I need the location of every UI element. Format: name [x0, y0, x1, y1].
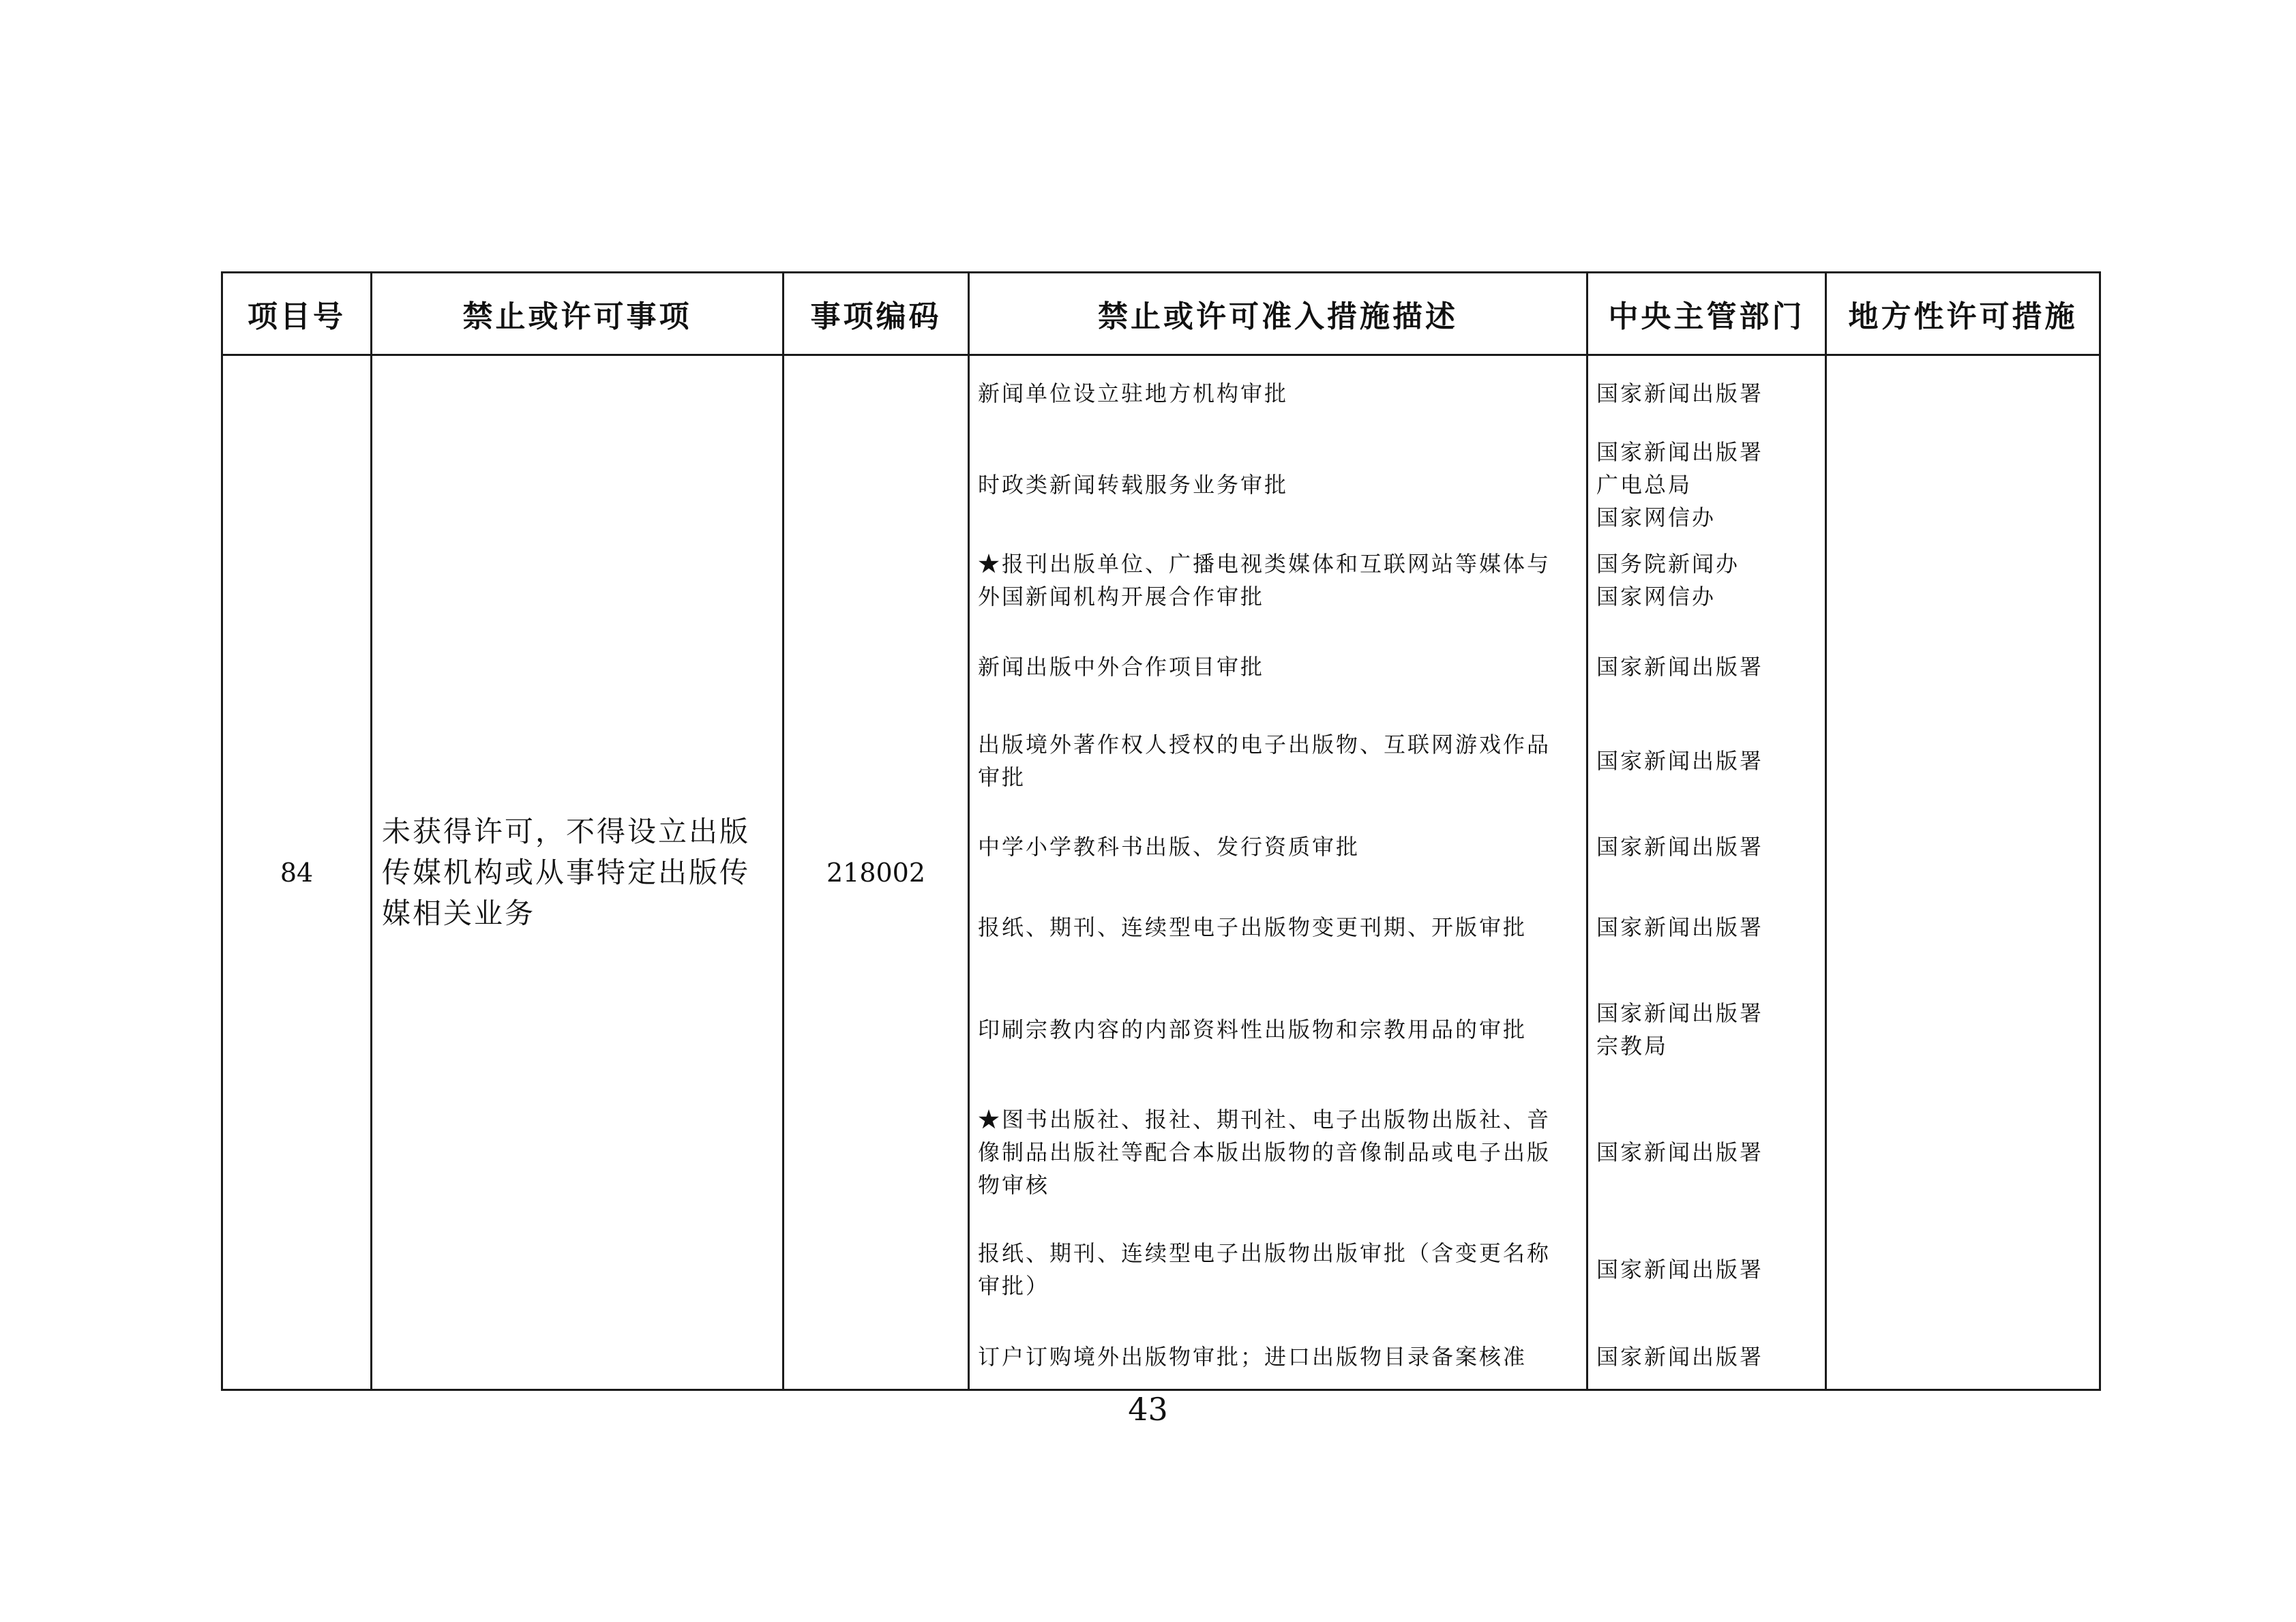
- central-department: [1588, 539, 1825, 622]
- department-name: 国家网信办: [1596, 584, 1716, 610]
- department-name: 国家新闻出版署: [1596, 654, 1764, 680]
- table-header-row: [222, 273, 2100, 355]
- measure-description-line: 新闻单位设立驻地方机构审批: [978, 380, 1289, 406]
- department-name: 广电总局: [1596, 472, 1693, 498]
- measure-description-cell: [969, 355, 1587, 1390]
- header-item-code: 事项编码: [784, 273, 969, 355]
- central-department: [1588, 1215, 1825, 1324]
- measure-description: [970, 356, 1586, 431]
- measure-description-line: 报纸、期刊、连续型电子出版物变更刊期、开版审批: [978, 914, 1527, 940]
- measure-description: [970, 1215, 1586, 1324]
- department-name: 国家网信办: [1596, 505, 1716, 530]
- central-department-cell: [1587, 355, 1826, 1390]
- central-department: [1588, 809, 1825, 884]
- item-number-cell: 84: [222, 355, 372, 1390]
- central-department: [1588, 712, 1825, 809]
- measure-description-line: 印刷宗教内容的内部资料性出版物和宗教用品的审批: [978, 1016, 1527, 1042]
- measure-description-line: 审批: [978, 764, 1026, 790]
- policy-table: [221, 271, 2101, 1391]
- measure-description-line: 审批）: [978, 1273, 1050, 1299]
- department-name: 国家新闻出版署: [1596, 380, 1764, 406]
- measure-description-line: 物审核: [978, 1171, 1050, 1198]
- local-measures-cell: [1826, 355, 2100, 1390]
- header-central-department: 中央主管部门: [1587, 273, 1826, 355]
- central-department: [1588, 970, 1825, 1089]
- central-department: [1588, 1089, 1825, 1215]
- header-item: 禁止或许可事项: [372, 273, 784, 355]
- header-local-measures: 地方性许可措施: [1826, 273, 2100, 355]
- measure-description-line: 像制品出版社等配合本版出版物的音像制品或电子出版: [978, 1139, 1551, 1165]
- measure-description-list: [970, 356, 1586, 1389]
- measure-description: [970, 970, 1586, 1089]
- department-name: 国家新闻出版署: [1596, 1257, 1764, 1282]
- measure-description: [970, 809, 1586, 884]
- measure-description-line: 外国新闻机构开展合作审批: [978, 584, 1265, 610]
- header-measure-description: 禁止或许可准入措施描述: [969, 273, 1587, 355]
- measure-description-line: 报纸、期刊、连续型电子出版物出版审批（含变更名称: [978, 1240, 1551, 1266]
- measure-description-line: ★报刊出版单位、广播电视类媒体和互联网站等媒体与: [978, 551, 1551, 577]
- measure-description-line: 时政类新闻转载服务业务审批: [978, 472, 1289, 498]
- measure-description: [970, 884, 1586, 970]
- measure-description-line: 出版境外著作权人授权的电子出版物、互联网游戏作品: [978, 731, 1551, 757]
- central-department: [1588, 431, 1825, 539]
- table-row: [222, 355, 2100, 1390]
- header-item-number: 项目号: [222, 273, 372, 355]
- central-department: [1588, 1324, 1825, 1389]
- department-name: 国务院新闻办: [1596, 551, 1740, 577]
- department-name: 国家新闻出版署: [1596, 1139, 1764, 1165]
- measure-description-line: 订户订购境外出版物审批；进口出版物目录备案核准: [978, 1343, 1527, 1370]
- department-name: 宗教局: [1596, 1032, 1669, 1059]
- central-department-list: [1588, 356, 1825, 1389]
- central-department: [1588, 356, 1825, 431]
- central-department: [1588, 622, 1825, 712]
- department-name: 国家新闻出版署: [1596, 747, 1764, 774]
- item-code-cell: 218002: [784, 355, 969, 1390]
- measure-description-line: 新闻出版中外合作项目审批: [978, 654, 1265, 680]
- measure-description: [970, 712, 1586, 809]
- measure-description: [970, 539, 1586, 622]
- department-name: 国家新闻出版署: [1596, 834, 1764, 860]
- measure-description: [970, 622, 1586, 712]
- item-cell: 未获得许可，不得设立出版传媒机构或从事特定出版传媒相关业务: [372, 355, 784, 1390]
- measure-description: [970, 1089, 1586, 1215]
- page-number: 43: [1128, 1391, 1168, 1428]
- measure-description: [970, 431, 1586, 539]
- department-name: 国家新闻出版署: [1596, 439, 1764, 465]
- department-name: 国家新闻出版署: [1596, 1000, 1764, 1026]
- department-name: 国家新闻出版署: [1596, 1343, 1764, 1370]
- central-department: [1588, 884, 1825, 970]
- department-name: 国家新闻出版署: [1596, 914, 1764, 940]
- measure-description-line: 中学小学教科书出版、发行资质审批: [978, 834, 1360, 860]
- measure-description-line: ★图书出版社、报社、期刊社、电子出版物出版社、音: [978, 1106, 1551, 1132]
- measure-description: [970, 1324, 1586, 1389]
